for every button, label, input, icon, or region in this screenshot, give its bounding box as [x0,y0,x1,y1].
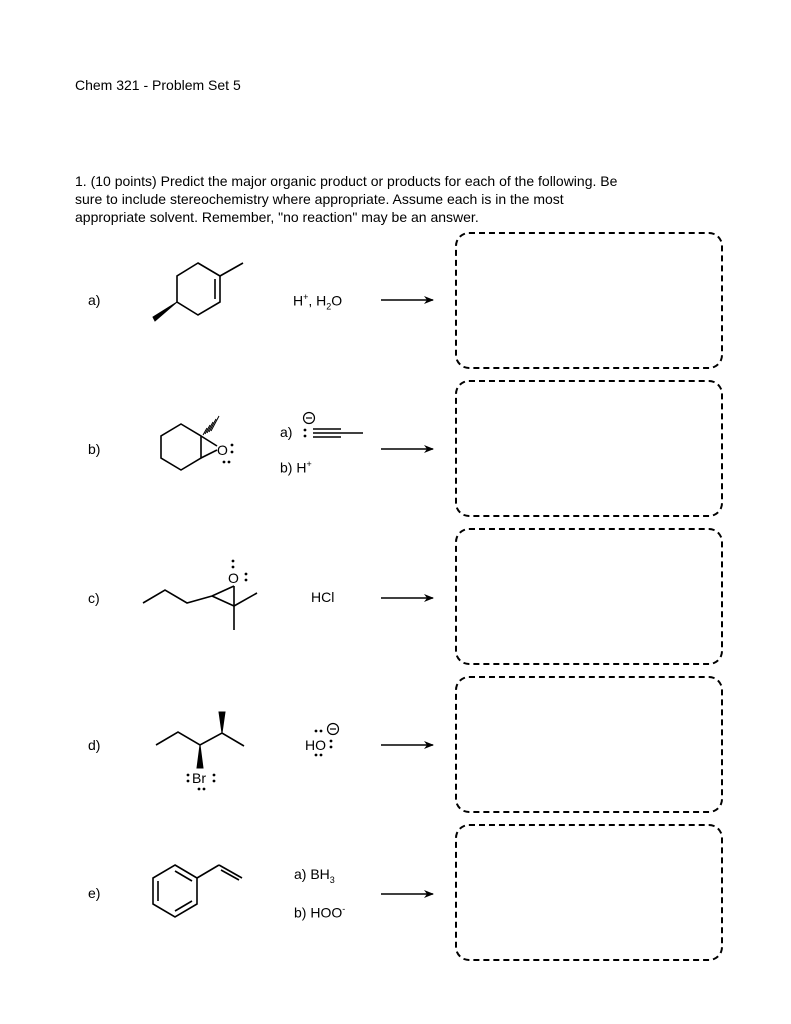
molecule-a [153,263,243,321]
reagent-e-step-b-sup: - [342,904,346,914]
molecule-d-lone-pair [213,780,216,783]
hydroxide-lone-pair [330,746,333,749]
hydroxide-lone-pair [320,730,323,733]
molecule-d-lone-pair [203,788,206,791]
acetylide-anion [304,413,364,438]
problem-label-d: d) [88,737,101,753]
molecule-c-lone-pair [232,560,235,563]
reagent-e-step-b-text: b) HOO [294,904,343,921]
hydroxide-lone-pair [320,754,323,757]
molecule-c-oxygen: O [228,570,239,586]
page-title: Chem 321 - Problem Set 5 [75,77,241,93]
problem-label-a: a) [88,292,101,308]
molecule-d-lone-pair [187,780,190,783]
molecule-c-lone-pair [232,566,235,569]
molecule-d-bromine: Br [192,770,206,786]
reagent-a-sup: + [303,292,309,302]
hydroxide-lone-pair [330,740,333,743]
reagent-e-step-a-text: a) BH [294,866,330,882]
acetylide-lone-pair [304,435,307,438]
molecule-b-lone-pair [231,451,234,454]
molecule-c [143,586,257,630]
prompt-line: sure to include stereochemistry where appropriate. Assume each is in the most [75,191,564,207]
reagent-c: HCl [311,589,335,605]
reagent-e-step-a-sub: 3 [329,874,335,885]
acetylide-lone-pair [304,429,307,432]
molecule-e [153,865,242,917]
molecule-b [161,416,219,470]
reagent-a-sub: 2 [326,301,332,312]
problem-label-c: c) [88,590,100,606]
molecule-d-lone-pair [213,774,216,777]
reagent-a-mid: , H [308,292,327,309]
prompt-line: appropriate solvent. Remember, "no reaction" may be an answer. [75,209,479,225]
reagent-b-step-a: a) [280,424,293,440]
molecule-c-lone-pair [245,579,248,582]
reagent-a-h: H [293,292,304,309]
problem-label-b: b) [88,441,101,457]
reagent-b-step-b-text: b) H [280,459,307,476]
problem-label-e: e) [88,885,101,901]
molecule-d-lone-pair [198,788,201,791]
reagent-d: HO [305,737,326,753]
molecule-d [156,712,244,768]
molecule-d-lone-pair [187,774,190,777]
hydroxide-lone-pair [315,754,318,757]
molecule-b-oxygen: O [217,442,228,458]
molecule-b-lone-pair [223,461,226,464]
reagent-a-end: O [331,292,343,309]
reagent-b-step-b-sup: + [306,459,312,469]
molecule-b-lone-pair [228,461,231,464]
hydroxide-lone-pair [315,730,318,733]
prompt-line: 1. (10 points) Predict the major organic product or products for each of the following. Be [75,173,618,189]
molecule-b-lone-pair [231,444,234,447]
hydroxide-charge [328,724,339,735]
molecule-c-lone-pair [245,573,248,576]
